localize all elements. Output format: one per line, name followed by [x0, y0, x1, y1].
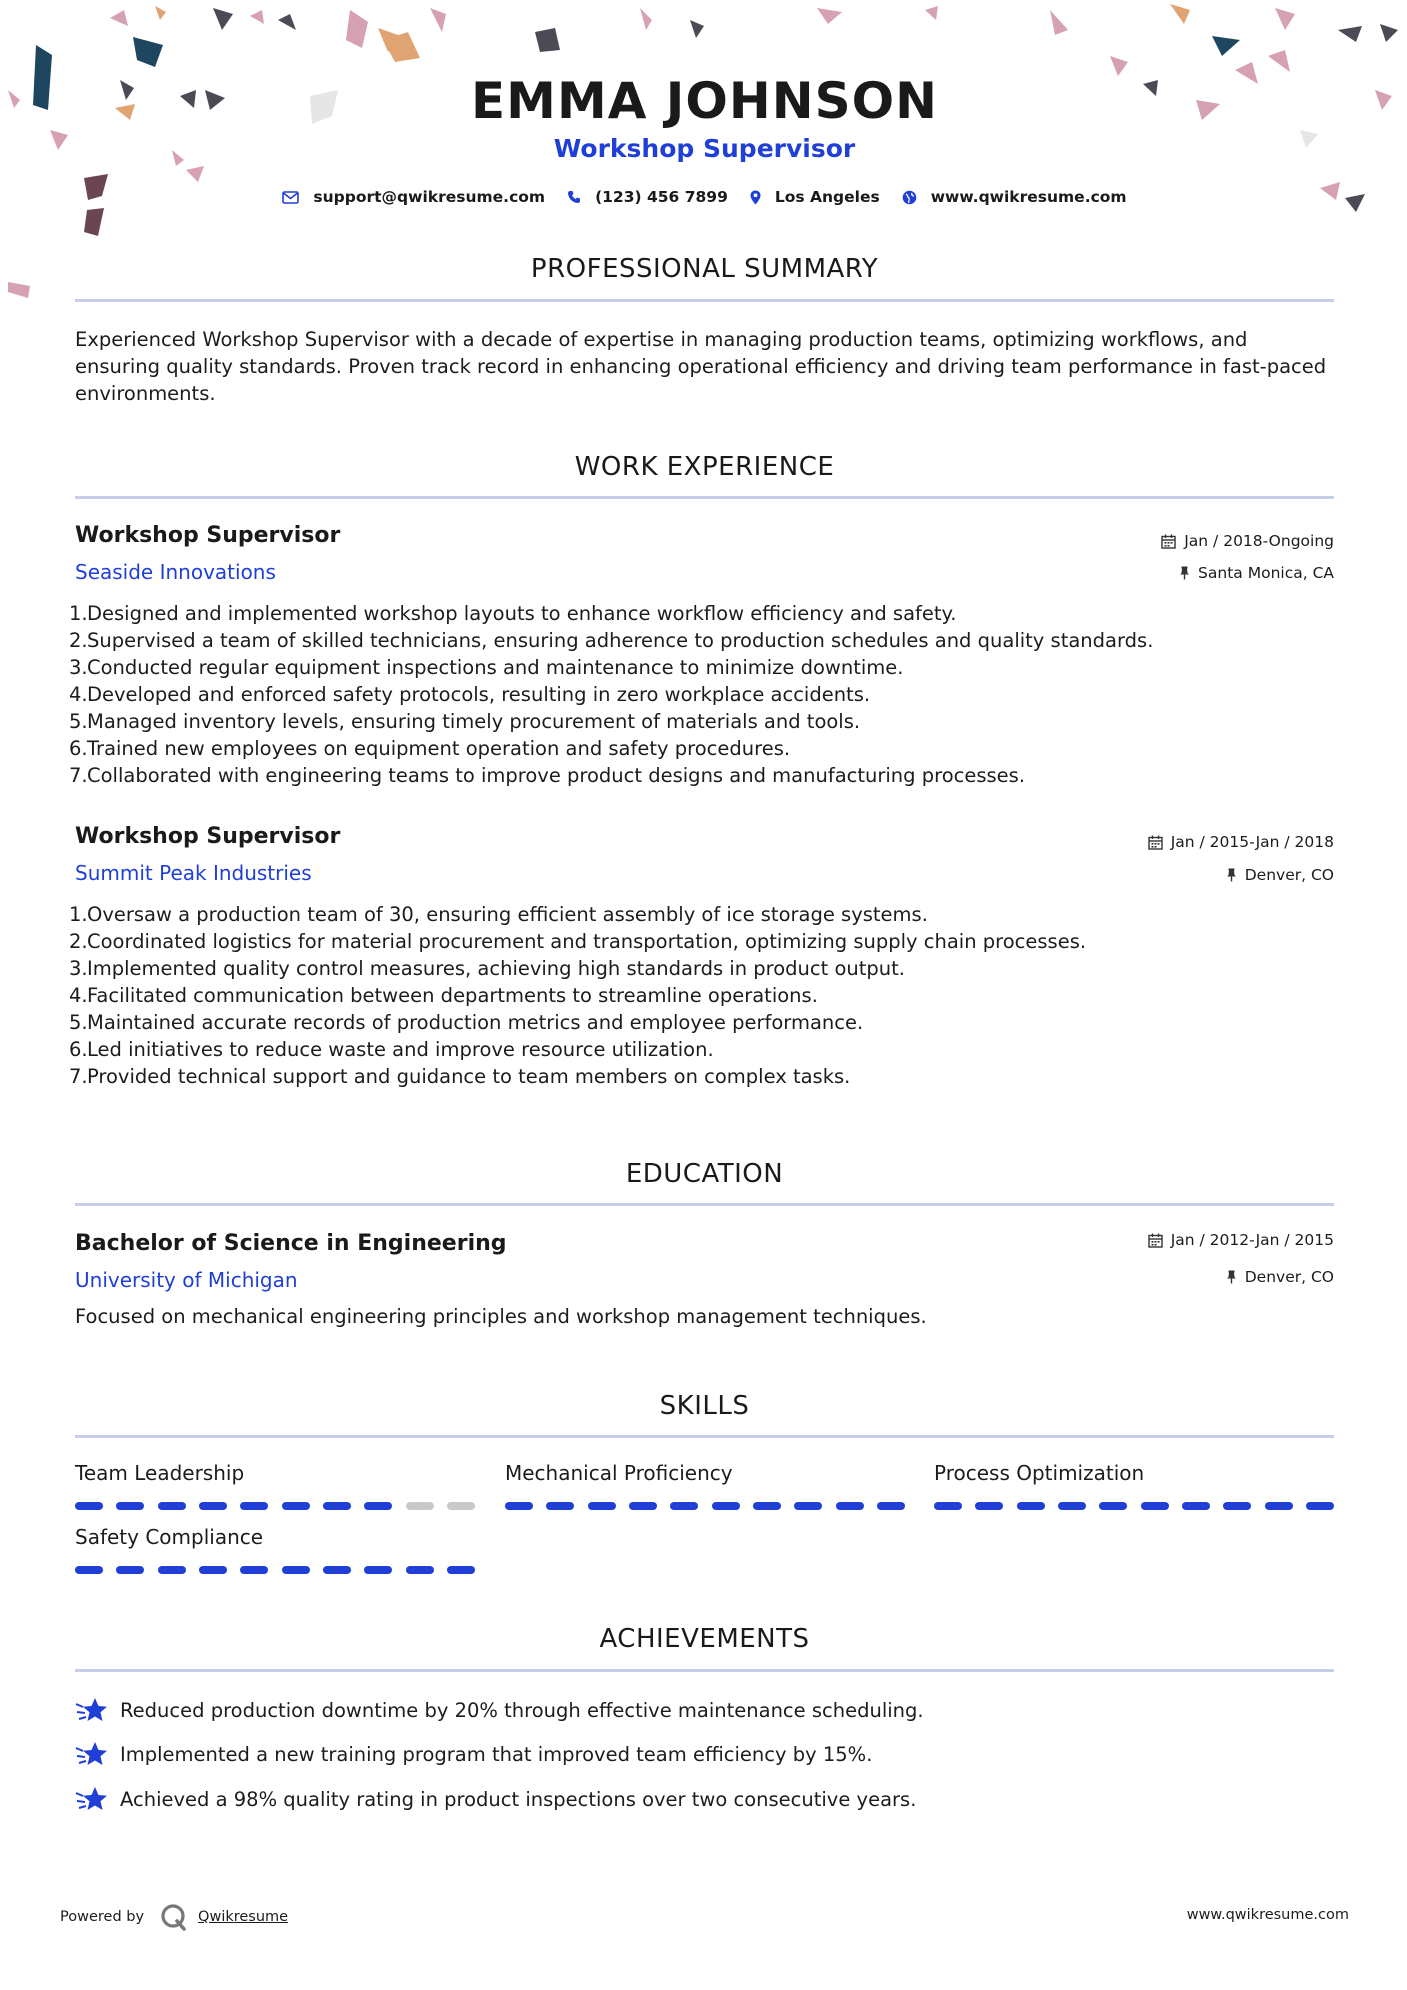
skill-level-segment: [1306, 1502, 1334, 1510]
education-location-text: Denver, CO: [1244, 1268, 1334, 1286]
skill-level-segment: [406, 1566, 434, 1574]
job-1-dates-text: Jan / 2018-Ongoing: [1184, 532, 1334, 550]
achievement-text: Achieved a 98% quality rating in product inspections over two consecutive years.: [120, 1787, 917, 1811]
skill-level-segment: [364, 1566, 392, 1574]
skill-level-segment: [1058, 1502, 1086, 1510]
skill-safety-compliance: [75, 1525, 475, 1574]
calendar-icon: [1161, 534, 1176, 549]
list-item: 1. Designed and implemented workshop layouts to enhance workflow efficiency and safety.: [69, 602, 957, 625]
skills-divider: [75, 1435, 1334, 1438]
achievement-item: [75, 1785, 1334, 1813]
footer-website[interactable]: www.qwikresume.com: [1186, 1907, 1349, 1923]
job-1-dates: [1161, 532, 1334, 550]
skill-team-leadership: [75, 1461, 475, 1510]
skill-level-segment: [240, 1566, 268, 1574]
skill-level-segment: [406, 1502, 434, 1510]
achievement-item: [75, 1740, 1334, 1768]
list-item: 3. Implemented quality control measures, achieving high standards in product output.: [69, 957, 906, 980]
qwikresume-logo-icon: [160, 1903, 188, 1931]
education-dates: [1148, 1231, 1334, 1249]
list-item: 7. Provided technical support and guidance to team members on complex tasks.: [69, 1065, 851, 1088]
job-1-location-text: Santa Monica, CA: [1198, 564, 1334, 582]
skill-level-segment: [794, 1502, 822, 1510]
contact-phone-text: (123) 456 7899: [595, 188, 728, 206]
skill-level-segment: [323, 1502, 351, 1510]
candidate-role: Workshop Supervisor: [553, 134, 856, 163]
job-1-bullets: [69, 600, 1334, 789]
list-item: 2. Supervised a team of skilled technicians, ensuring adherence to production schedules and quality standards.: [69, 629, 1154, 652]
job-2-location-text: Denver, CO: [1244, 866, 1334, 884]
list-item: 1. Oversaw a production team of 30, ensuring efficient assembly of ice storage systems.: [69, 903, 928, 926]
skill-process-optimization: [934, 1461, 1334, 1510]
skill-level-segment: [670, 1502, 698, 1510]
skill-level-segment: [75, 1502, 103, 1510]
skill-level-segment: [505, 1502, 533, 1510]
list-item: 2. Coordinated logistics for material procurement and transportation, optimizing supply chain processes.: [69, 930, 1087, 953]
skill-label: Team Leadership: [75, 1461, 245, 1485]
job-2-dates-text: Jan / 2015-Jan / 2018: [1170, 833, 1334, 851]
calendar-icon: [1148, 835, 1163, 850]
achievement-text: Reduced production downtime by 20% through effective maintenance scheduling.: [120, 1698, 924, 1722]
skill-label: Safety Compliance: [75, 1525, 264, 1549]
skill-label: Mechanical Proficiency: [505, 1461, 733, 1485]
experience-divider: [75, 496, 1334, 499]
skill-level-segment: [1265, 1502, 1293, 1510]
skill-level-segment: [546, 1502, 574, 1510]
skill-level-segment: [282, 1566, 310, 1574]
skill-level-segment: [877, 1502, 905, 1510]
pushpin-icon: [1226, 1270, 1237, 1284]
skill-mechanical-proficiency: [505, 1461, 905, 1510]
job-2-bullets: [69, 901, 1334, 1090]
skill-level-segment: [116, 1566, 144, 1574]
list-item: 6. Trained new employees on equipment operation and safety procedures.: [69, 737, 791, 760]
list-item: 6. Led initiatives to reduce waste and improve resource utilization.: [69, 1038, 714, 1061]
contact-website-text: www.qwikresume.com: [930, 188, 1127, 206]
calendar-icon: [1148, 1233, 1163, 1248]
job-1-location: [1179, 564, 1334, 582]
skill-level-segment: [712, 1502, 740, 1510]
skill-level-segment: [1182, 1502, 1210, 1510]
skill-level-segment: [1099, 1502, 1127, 1510]
education-divider: [75, 1203, 1334, 1206]
skill-level-segment: [75, 1566, 103, 1574]
skill-level-segment: [447, 1566, 475, 1574]
skill-level-bar: [75, 1566, 475, 1574]
achievements-heading: ACHIEVEMENTS: [599, 1624, 810, 1654]
contact-email-text: support@qwikresume.com: [313, 188, 546, 206]
skill-level-bar: [505, 1502, 905, 1510]
skill-level-segment: [364, 1502, 392, 1510]
summary-divider: [75, 299, 1334, 302]
skill-level-segment: [199, 1566, 227, 1574]
shooting-star-icon: [75, 1740, 109, 1768]
job-2-location: [1226, 866, 1334, 884]
skill-label: Process Optimization: [934, 1461, 1145, 1485]
skill-level-segment: [836, 1502, 864, 1510]
list-item: 4. Facilitated communication between departments to streamline operations.: [69, 984, 818, 1007]
skill-level-segment: [1017, 1502, 1045, 1510]
list-item: 4. Developed and enforced safety protocols, resulting in zero workplace accidents.: [69, 683, 871, 706]
skill-level-segment: [934, 1502, 962, 1510]
map-pin-icon: [750, 190, 761, 205]
skill-level-segment: [240, 1502, 268, 1510]
list-item: 5. Maintained accurate records of production metrics and employee performance.: [69, 1011, 864, 1034]
skill-level-segment: [199, 1502, 227, 1510]
skill-level-segment: [588, 1502, 616, 1510]
skill-level-segment: [447, 1502, 475, 1510]
list-item: 3. Conducted regular equipment inspections and maintenance to minimize downtime.: [69, 656, 904, 679]
brand-link[interactable]: Qwikresume: [198, 1909, 289, 1925]
achievement-item: [75, 1696, 1334, 1724]
skill-level-segment: [1223, 1502, 1251, 1510]
education-location: [1226, 1268, 1334, 1286]
job-2-title: Workshop Supervisor: [75, 824, 341, 849]
skill-level-segment: [753, 1502, 781, 1510]
list-item: 7. Collaborated with engineering teams to improve product designs and manufacturing processes.: [69, 764, 1026, 787]
contact-location: [750, 188, 880, 206]
contact-phone[interactable]: [567, 188, 728, 206]
education-dates-text: Jan / 2012-Jan / 2015: [1170, 1231, 1334, 1249]
phone-icon: [567, 190, 581, 204]
pushpin-icon: [1226, 868, 1237, 882]
powered-by-label: Powered by: [60, 1909, 145, 1925]
summary-heading: PROFESSIONAL SUMMARY: [530, 254, 879, 284]
contact-location-text: Los Angeles: [774, 188, 880, 206]
skill-level-bar: [75, 1502, 475, 1510]
skill-level-segment: [629, 1502, 657, 1510]
contact-bar: [75, 188, 1334, 206]
candidate-name: EMMA JOHNSON: [471, 72, 938, 130]
skills-heading: SKILLS: [659, 1391, 750, 1421]
shooting-star-icon: [75, 1696, 109, 1724]
education-description: Focused on mechanical engineering principles and workshop management techniques.: [75, 1305, 927, 1328]
achievement-text: Implemented a new training program that improved team efficiency by 15%.: [120, 1742, 873, 1766]
shooting-star-icon: [75, 1785, 109, 1813]
skill-level-segment: [158, 1502, 186, 1510]
education-school: University of Michigan: [75, 1268, 298, 1292]
envelope-icon: [282, 191, 299, 204]
pushpin-icon: [1179, 566, 1190, 580]
skill-level-segment: [158, 1566, 186, 1574]
list-item: 5. Managed inventory levels, ensuring timely procurement of materials and tools.: [69, 710, 861, 733]
skill-level-segment: [323, 1566, 351, 1574]
skill-level-segment: [282, 1502, 310, 1510]
contact-email[interactable]: [282, 188, 545, 206]
summary-text: Experienced Workshop Supervisor with a decade of expertise in managing production teams, optimizing workflows, and ensuring quality standards. Proven track record in enhancing operational efficiency and driving team performance in fast-paced environments.: [75, 328, 1327, 405]
skill-level-segment: [975, 1502, 1003, 1510]
education-degree: Bachelor of Science in Engineering: [75, 1231, 507, 1256]
contact-website[interactable]: [902, 188, 1127, 206]
job-1-title: Workshop Supervisor: [75, 523, 341, 548]
footer-powered-by: [60, 1903, 288, 1931]
skill-level-segment: [116, 1502, 144, 1510]
achievements-divider: [75, 1669, 1334, 1672]
job-2-dates: [1148, 833, 1334, 851]
job-1-company: Seaside Innovations: [75, 560, 276, 584]
experience-heading: WORK EXPERIENCE: [574, 452, 835, 482]
globe-icon: [902, 190, 917, 205]
education-heading: EDUCATION: [625, 1159, 784, 1189]
job-2-company: Summit Peak Industries: [75, 861, 312, 885]
skill-level-bar: [934, 1502, 1334, 1510]
skill-level-segment: [1141, 1502, 1169, 1510]
